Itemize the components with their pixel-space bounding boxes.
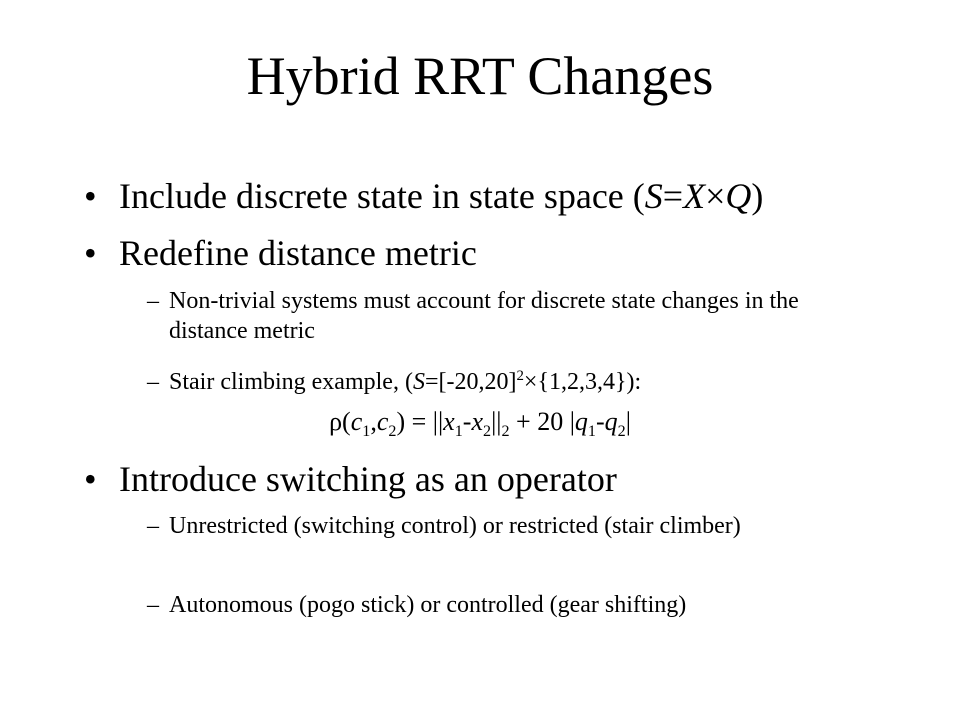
subitem-text: Autonomous (pogo stick) or controlled (gear shifting) xyxy=(169,592,687,618)
subitem-text: Unrestricted (switching control) or restricted (stair climber) xyxy=(169,513,741,539)
bullet-symbol: • xyxy=(84,459,97,499)
dash-symbol: – xyxy=(147,288,159,314)
bullet-symbol: • xyxy=(84,176,97,216)
bullet-text: Redefine distance metric xyxy=(119,233,477,273)
subitem-text: Stair climbing example, $(S=[-20,20]^2\times\{1,2,3,4\})$: xyxy=(169,368,642,395)
bullet-symbol: • xyxy=(84,233,97,273)
bullet-text: Introduce switching as an operator xyxy=(119,459,617,499)
bullet-text: Include discrete state in state space (S=X×Q) xyxy=(119,176,764,216)
subitem-autonomous xyxy=(147,590,847,620)
dash-symbol: – xyxy=(147,369,159,395)
distance-metric-formula: $\rho(c_1,c_2) = ||x_1-x_2||_2 + 20$ $|q_1-q_2|$ xyxy=(329,407,631,441)
subitem-text: Non-trivial systems must account for discrete state changes in the distance metric xyxy=(169,288,799,344)
slide-title: Hybrid RRT Changes xyxy=(246,46,714,106)
subitem-stair-climbing xyxy=(147,367,847,397)
subitem-nontrivial-systems xyxy=(147,286,847,346)
dash-symbol: – xyxy=(147,513,159,539)
dash-symbol: – xyxy=(147,592,159,618)
subitem-unrestricted xyxy=(147,511,847,541)
